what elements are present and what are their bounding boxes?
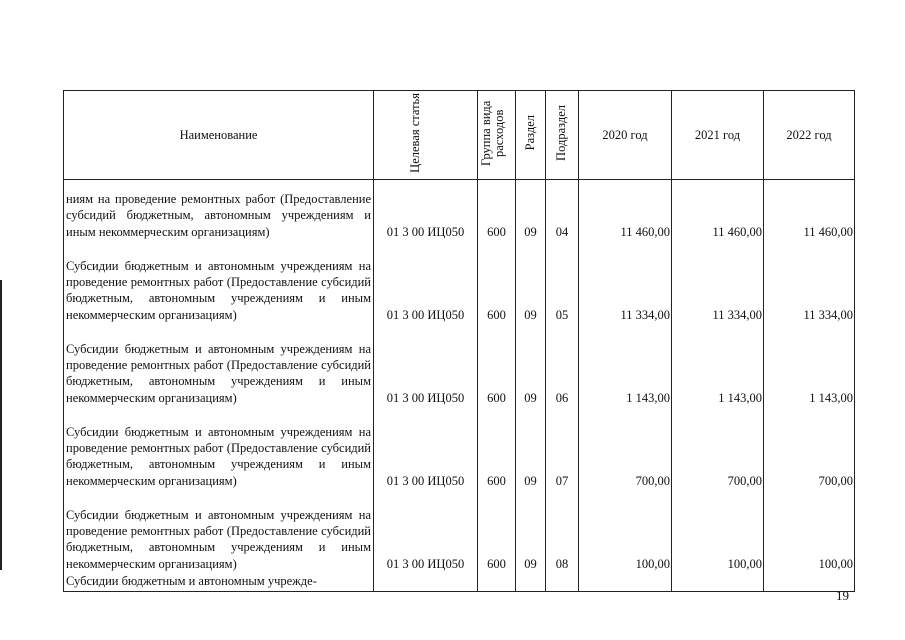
table-header-row [64,91,855,180]
table-row [64,573,855,592]
row-section: 09 [516,490,546,573]
row-value-2020: 11 334,00 [579,241,672,324]
row-value-2020: 1 143,00 [579,324,672,407]
row-section: 09 [516,241,546,324]
row-value-2021: 11 334,00 [672,241,764,324]
row-expense-group [478,573,516,592]
table-row [64,180,855,242]
page-number: 19 [836,588,849,603]
row-target-article: 01 3 00 ИЦ050 [374,241,478,324]
row-value-2022: 1 143,00 [764,324,855,407]
row-name: Субсидии бюджетным и автономным учреждениям на проведение ремонтных работ (Предоставление субсидий бюджетным, автономным учреждениям и иным некоммерческим организациям) [64,407,374,490]
row-name: ниям на проведение ремонтных работ (Предоставление субсидий бюджетным, автономным учреждениям и иным некоммерческим организациям) [64,180,374,242]
row-value-2022: 11 460,00 [764,180,855,242]
row-expense-group: 600 [478,180,516,242]
header-name: Наименование [64,91,374,180]
row-target-article: 01 3 00 ИЦ050 [374,324,478,407]
row-name: Субсидии бюджетным и автономным учреждениям на проведение ремонтных работ (Предоставление субсидий бюджетным, автономным учреждениям и иным некоммерческим организациям) [64,324,374,407]
table-row [64,324,855,407]
header-target-article: Целевая статья [374,91,478,180]
row-subsection [546,573,579,592]
table-row [64,407,855,490]
row-target-article [374,573,478,592]
row-value-2020: 11 460,00 [579,180,672,242]
budget-table [63,90,855,592]
row-subsection: 06 [546,324,579,407]
row-target-article: 01 3 00 ИЦ050 [374,180,478,242]
row-value-2022: 100,00 [764,490,855,573]
row-target-article: 01 3 00 ИЦ050 [374,407,478,490]
page-edge-line [0,280,2,570]
row-section [516,573,546,592]
row-target-article: 01 3 00 ИЦ050 [374,490,478,573]
row-expense-group: 600 [478,490,516,573]
row-value-2021: 100,00 [672,490,764,573]
row-section: 09 [516,407,546,490]
row-subsection: 05 [546,241,579,324]
row-value-2022: 700,00 [764,407,855,490]
row-section: 09 [516,324,546,407]
row-name: Субсидии бюджетным и автономным учрежде- [64,573,374,592]
row-value-2021: 1 143,00 [672,324,764,407]
table-row [64,490,855,573]
header-expense-group: Группа вида расходов [478,91,516,180]
row-value-2022: 11 334,00 [764,241,855,324]
header-year-2020: 2020 год [579,91,672,180]
row-section: 09 [516,180,546,242]
table-row [64,241,855,324]
row-value-2021: 700,00 [672,407,764,490]
header-section: Раздел [516,91,546,180]
header-subsection: Подраздел [546,91,579,180]
row-value-2021: 11 460,00 [672,180,764,242]
row-expense-group: 600 [478,241,516,324]
row-value-2020 [579,573,672,592]
row-value-2020: 700,00 [579,407,672,490]
row-expense-group: 600 [478,324,516,407]
row-name: Субсидии бюджетным и автономным учреждениям на проведение ремонтных работ (Предоставление субсидий бюджетным, автономным учреждениям и иным некоммерческим организациям) [64,490,374,573]
row-subsection: 08 [546,490,579,573]
row-value-2020: 100,00 [579,490,672,573]
row-subsection: 04 [546,180,579,242]
row-subsection: 07 [546,407,579,490]
header-year-2022: 2022 год [764,91,855,180]
header-year-2021: 2021 год [672,91,764,180]
row-expense-group: 600 [478,407,516,490]
row-value-2021 [672,573,764,592]
row-name: Субсидии бюджетным и автономным учреждениям на проведение ремонтных работ (Предоставление субсидий бюджетным, автономным учреждениям и иным некоммерческим организациям) [64,241,374,324]
